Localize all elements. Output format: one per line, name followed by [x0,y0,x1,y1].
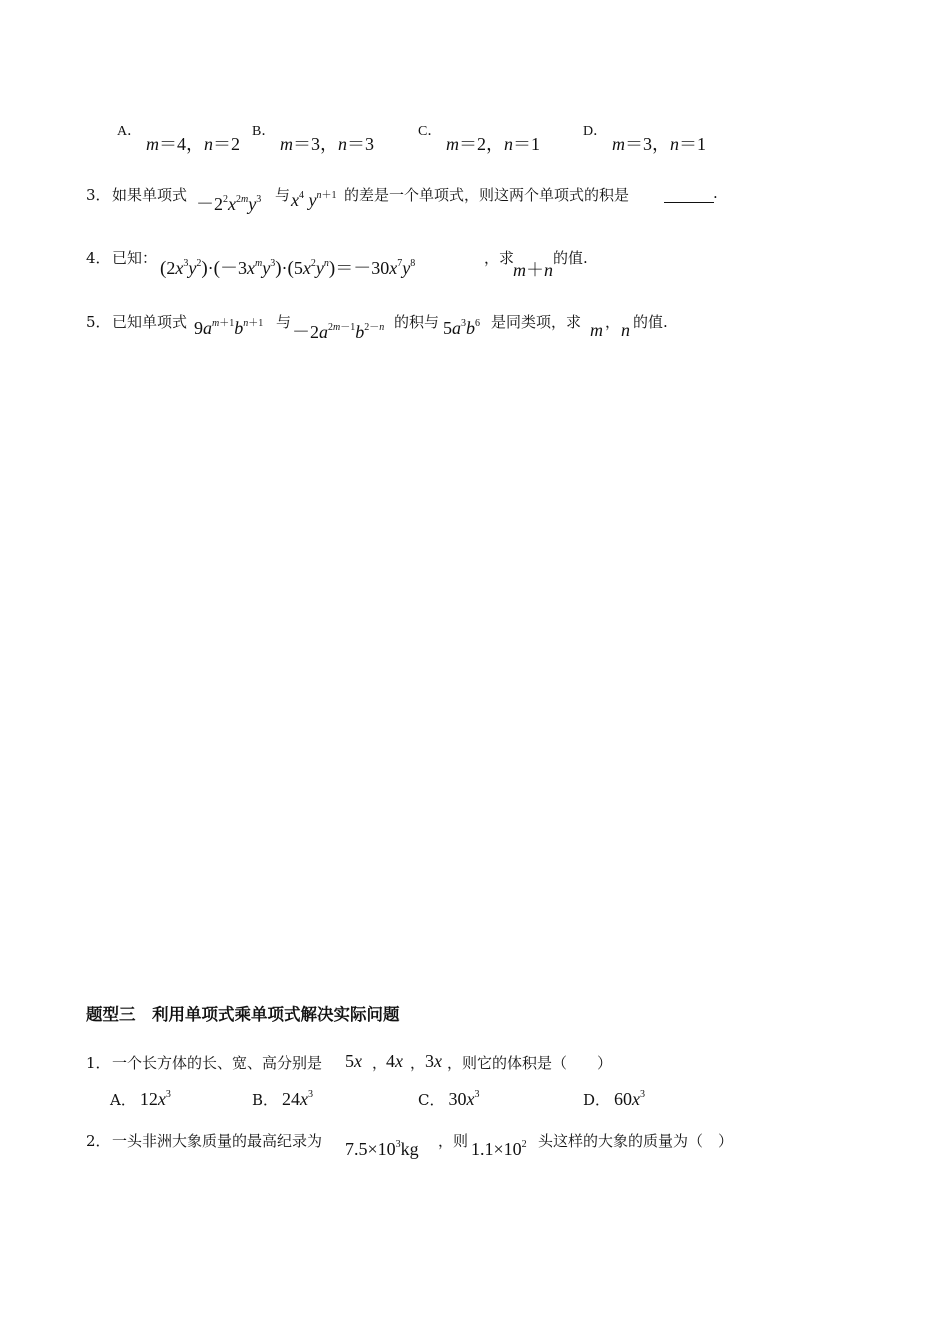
answer-blank[interactable] [664,186,714,205]
math-expression: 3x [425,1051,442,1071]
math-expression: $(2x^3y^2)\cdot(-3x^my^3)\cdot(5x^2y^n)=-30x^7y^8$ [160,258,416,279]
q2-option-c[interactable] [418,120,441,140]
math-variable: n [621,320,630,340]
question-number: 4． [86,249,111,267]
option-label: B． [252,124,276,139]
q2-option-d[interactable] [583,120,607,140]
q2-option-b-math: m＝3，n＝3 [280,134,374,154]
question-text: 的差是一个单项式，则这两个单项式的积是 [344,186,630,204]
question-text: 一头非洲大象质量的最高纪录为 [112,1132,323,1150]
s3q1-option-d[interactable]: D． $60x^3$ [583,1089,646,1109]
s3q1-option-b[interactable]: B． $24x^3$ [252,1089,314,1109]
question-text: 如果单项式 [112,186,188,204]
question-text: 的值. [553,249,588,267]
math-expression: $-2^2x^{2m}y^3$ [196,194,262,214]
question-text: 头这样的大象的质量为（ ） [538,1132,734,1150]
math-expression: $5a^3b^6$ [443,318,480,338]
question-number: 1． [86,1054,111,1072]
question-text: ，求 [484,249,515,267]
option-label: A． [117,124,142,139]
question-text: 已知单项式 [112,313,188,331]
question-number: 3． [86,186,111,204]
q2-option-a-math: m＝4，n＝2 [146,134,240,154]
math-expression: $7.5\times 10^3kg$ [345,1139,419,1159]
question-text: 与 [276,313,292,331]
separator: ， [372,1054,388,1072]
q2-option-b[interactable] [252,120,275,140]
question-text: ， [605,313,621,331]
math-expression: $1.1\times 10^2$ [471,1139,527,1159]
math-expression: 4x [386,1051,403,1071]
question-text: 已知： [112,249,158,267]
question-text: 的值. [633,313,668,331]
option-label: C． [418,124,442,139]
question-text: 与 [275,186,291,204]
math-expression: $-2a^{2m-1}b^{2-n}$ [292,322,385,342]
s3q1-option-a[interactable]: A． $12x^3$ [110,1089,171,1109]
option-label: D． [583,124,608,139]
question-text: 是同类项，求 [491,313,582,331]
question-text: 一个长方体的长、宽、高分别是 [112,1054,323,1072]
separator: ， [410,1054,426,1072]
question-text: ，则 [438,1132,469,1150]
math-expression: 5x [345,1051,362,1071]
question-number: 5． [86,313,111,331]
question-number: 2． [86,1132,111,1150]
section-heading: 题型三 利用单项式乘单项式解决实际问题 [86,1005,400,1024]
q2-option-c-math: m＝2，n＝1 [446,134,540,154]
math-expression: m＋n [513,260,553,280]
q2-option-d-math: m＝3，n＝1 [612,134,706,154]
math-expression: $9a^{m+1}b^{n+1}$ [194,318,264,338]
question-text: 的积与 [394,313,440,331]
math-variable: m [590,320,603,340]
question-text: ，则它的体积是（ ） [447,1054,613,1072]
math-expression: $x^4$ $y^{n+1}$ [291,190,337,210]
s3q1-option-c[interactable]: C． $30x^3$ [418,1089,480,1109]
question-text: . [713,184,718,202]
q2-option-a[interactable] [117,120,141,140]
